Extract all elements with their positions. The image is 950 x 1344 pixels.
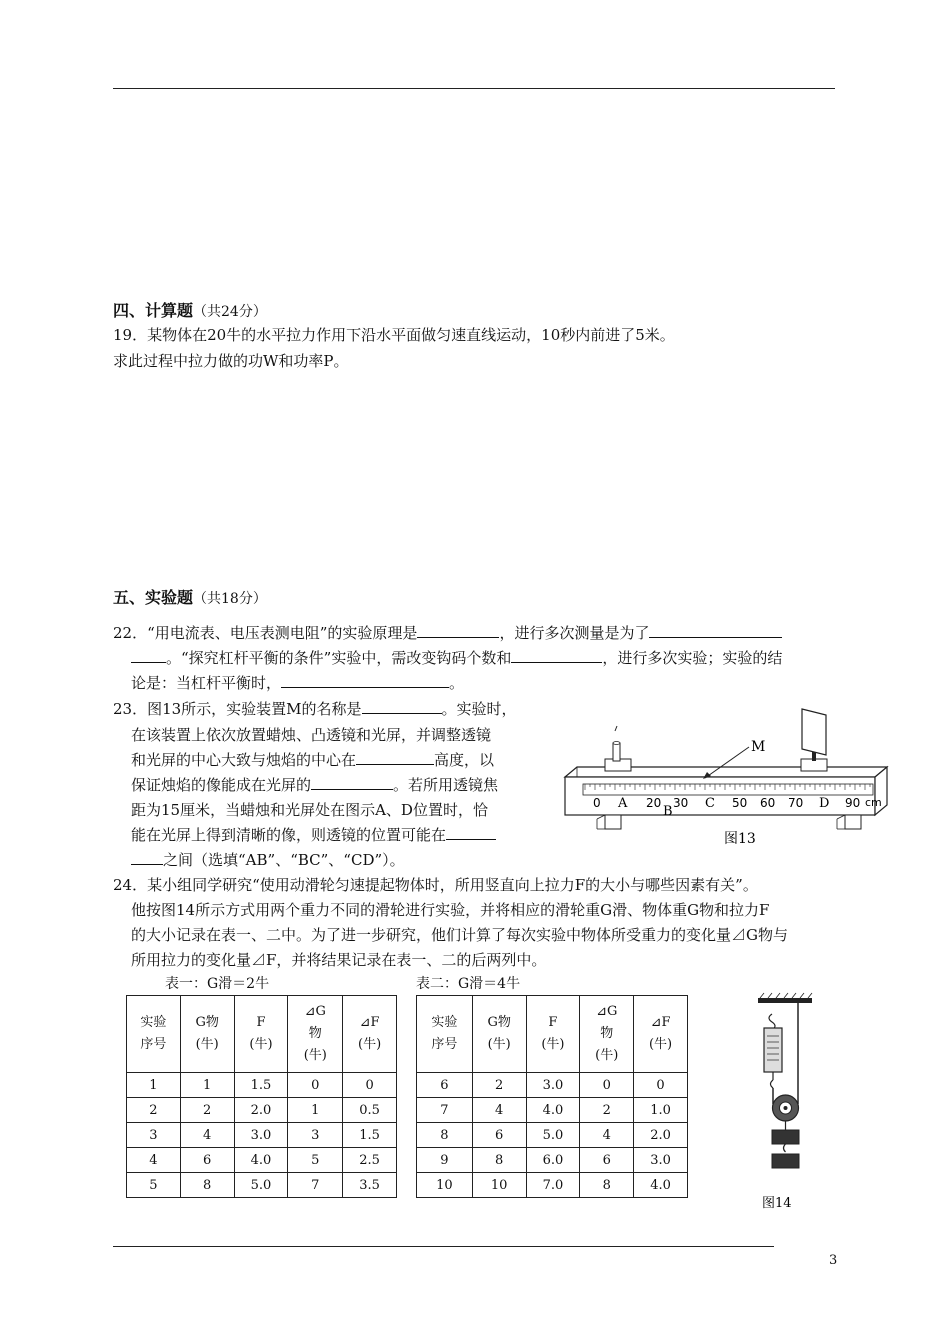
q23-blank-2[interactable] <box>356 748 434 765</box>
q22-blank-3[interactable] <box>511 646 602 663</box>
table-cell: 0 <box>580 1073 634 1098</box>
table-cell: 9 <box>417 1148 473 1173</box>
table-cell: 4 <box>180 1123 234 1148</box>
table-row <box>127 1173 397 1198</box>
table-1 <box>126 995 397 1198</box>
table-header-cell: G物 (牛) <box>180 996 234 1073</box>
table-cell: 4 <box>127 1148 181 1173</box>
ceiling-bar <box>758 998 812 1003</box>
scale-label-60: 60 <box>760 796 776 810</box>
table-cell: 8 <box>580 1173 634 1198</box>
table-cell: 10 <box>472 1173 526 1198</box>
table-cell: 8 <box>417 1123 473 1148</box>
scale-unit-cm: cm <box>865 796 882 809</box>
q22-blank-2-cont[interactable] <box>131 646 166 663</box>
header-rule <box>113 88 835 89</box>
table-cell: 3.0 <box>526 1073 580 1098</box>
table-cell: 2.0 <box>234 1098 288 1123</box>
q24-line-4: 所用拉力的变化量⊿F，并将结果记录在表一、二的后两列中。 <box>131 951 547 969</box>
flame-mark <box>615 726 617 731</box>
table-cell: 2 <box>180 1098 234 1123</box>
scale-label-0: 0 <box>593 796 601 810</box>
section-4-heading: 四、计算题（共24分） <box>113 301 267 320</box>
table-row <box>417 1123 688 1148</box>
table-cell: 3 <box>288 1123 343 1148</box>
figure-13-caption: 图13 <box>724 831 756 847</box>
q23-line-2: 在该装置上依次放置蜡烛、凸透镜和光屏，并调整透镜 <box>131 726 492 744</box>
q23-line-1: 23．图13所示，实验装置M的名称是 。实验时， <box>113 696 517 722</box>
table-header-cell: F (牛) <box>234 996 288 1073</box>
table-cell: 3.5 <box>343 1173 397 1198</box>
table-cell: 0 <box>634 1073 688 1098</box>
table-2-caption: 表二：G滑＝4牛 <box>416 976 521 992</box>
table-cell: 0.5 <box>343 1098 397 1123</box>
q22-line-2: 。“探究杠杆平衡的条件”实验中，需改变钩码个数和 ，进行多次实验；实验的结 <box>131 645 782 671</box>
section-5-heading: 五、实验题（共18分） <box>113 588 267 607</box>
table-cell: 0 <box>288 1073 343 1098</box>
table-cell: 2 <box>127 1098 181 1123</box>
point-a: A <box>618 796 628 811</box>
table-1-caption: 表一：G滑＝2牛 <box>165 976 270 992</box>
table-cell: 1 <box>180 1073 234 1098</box>
q19-line-2: 求此过程中拉力做的功W和功率P。 <box>113 352 349 370</box>
table-cell: 2.5 <box>343 1148 397 1173</box>
figure-14-caption: 图14 <box>762 1196 792 1211</box>
q23-blank-4-cont[interactable] <box>131 848 163 865</box>
q23-blank-1[interactable] <box>362 697 442 714</box>
table-header-row <box>417 996 688 1073</box>
bench-foot-right <box>845 815 861 829</box>
table-header-cell: F (牛) <box>526 996 580 1073</box>
table-cell: 8 <box>180 1173 234 1198</box>
table-cell: 2.0 <box>634 1123 688 1148</box>
weight-1 <box>772 1130 799 1144</box>
table-cell: 4.0 <box>234 1148 288 1173</box>
table-cell: 6 <box>417 1073 473 1098</box>
table-header-cell: ⊿G 物 (牛) <box>288 996 343 1073</box>
q22-line-1: 22．“用电流表、电压表测电阻”的实验原理是 ，进行多次测量是为了 <box>113 620 782 646</box>
table-row <box>127 1148 397 1173</box>
table-header-cell: ⊿F (牛) <box>343 996 397 1073</box>
table-header-cell: 实验 序号 <box>417 996 473 1073</box>
table-cell: 1.5 <box>234 1073 288 1098</box>
page-number: 3 <box>829 1253 838 1268</box>
q23-line-7: 之间（选填“AB”、“BC”、“CD”）。 <box>131 847 405 873</box>
footer-rule <box>113 1246 774 1247</box>
table-cell: 5.0 <box>234 1173 288 1198</box>
label-m: M <box>751 739 766 755</box>
table-row <box>417 1073 688 1098</box>
point-d: D <box>819 796 830 811</box>
scale-label-70: 70 <box>788 796 804 810</box>
table-cell: 6 <box>180 1148 234 1173</box>
table-cell: 5 <box>127 1173 181 1198</box>
table-cell: 6 <box>472 1123 526 1148</box>
table-cell: 4 <box>472 1098 526 1123</box>
candle-top <box>613 742 620 745</box>
table-header-cell: ⊿F (牛) <box>634 996 688 1073</box>
table-row <box>127 1098 397 1123</box>
table-cell: 6.0 <box>526 1148 580 1173</box>
q19-line-1: 19．某物体在20牛的水平拉力作用下沿水平面做匀速直线运动，10秒内前进了5米。 <box>113 326 675 344</box>
point-c: C <box>705 796 715 811</box>
table-cell: 1.5 <box>343 1123 397 1148</box>
q23-line-4: 保证烛焰的像能成在光屏的 。若所用透镜焦 <box>131 772 498 798</box>
point-b: B <box>663 804 673 819</box>
table-row <box>417 1098 688 1123</box>
table-cell: 3.0 <box>634 1148 688 1173</box>
weight-2 <box>772 1154 799 1168</box>
table-cell: 3.0 <box>234 1123 288 1148</box>
q23-line-3: 和光屏的中心大致与烛焰的中心在 高度，以 <box>131 747 494 773</box>
q22-line-3: 论是：当杠杆平衡时， 。 <box>131 670 464 696</box>
q22-blank-2[interactable] <box>649 621 782 638</box>
table-cell: 7 <box>288 1173 343 1198</box>
table-cell: 7 <box>417 1098 473 1123</box>
bench-foot-left <box>605 815 621 829</box>
table-cell: 6 <box>580 1148 634 1173</box>
table-cell: 2 <box>472 1073 526 1098</box>
table-cell: 8 <box>472 1148 526 1173</box>
table-row <box>417 1173 688 1198</box>
table-header-cell: ⊿G 物 (牛) <box>580 996 634 1073</box>
q24-line-2: 他按图14所示方式用两个重力不同的滑轮进行实验，并将相应的滑轮重G滑、物体重G物和拉力F <box>131 901 770 919</box>
q23-blank-4[interactable] <box>446 823 496 840</box>
table-cell: 0 <box>343 1073 397 1098</box>
q23-line-5: 距为15厘米，当蜡烛和光屏处在图示A、D位置时，恰 <box>131 801 488 819</box>
scale-label-90: 90 <box>845 796 861 810</box>
table-cell: 5.0 <box>526 1123 580 1148</box>
table-cell: 7.0 <box>526 1173 580 1198</box>
candle <box>613 743 620 761</box>
table-row <box>417 1148 688 1173</box>
table-cell: 2 <box>580 1098 634 1123</box>
table-row <box>127 1073 397 1098</box>
table-2 <box>416 995 688 1198</box>
table-cell: 4.0 <box>526 1098 580 1123</box>
table-cell: 3 <box>127 1123 181 1148</box>
q22-blank-4[interactable] <box>281 671 449 688</box>
figure-14-pulley <box>742 992 822 1222</box>
table-cell: 10 <box>417 1173 473 1198</box>
spring-scale <box>764 1028 782 1072</box>
scale-label-50: 50 <box>732 796 748 810</box>
scale-bottom-hook <box>771 1080 774 1088</box>
q23-blank-3[interactable] <box>311 773 393 790</box>
q22-blank-1[interactable] <box>417 621 499 638</box>
light-screen <box>802 709 826 755</box>
scale-label-20: 20 <box>646 796 662 810</box>
table-cell: 1 <box>288 1098 343 1123</box>
figure-13-optical-bench <box>555 695 895 865</box>
table-header-cell: 实验 序号 <box>127 996 181 1073</box>
table-row <box>127 1123 397 1148</box>
table-cell: 4.0 <box>634 1173 688 1198</box>
table-cell: 5 <box>288 1148 343 1173</box>
q23-line-6: 能在光屏上得到清晰的像，则透镜的位置可能在 <box>131 822 496 848</box>
table-header-cell: G物 (牛) <box>472 996 526 1073</box>
table-header-row <box>127 996 397 1073</box>
table-cell: 1.0 <box>634 1098 688 1123</box>
q24-line-1: 24．某小组同学研究“使用动滑轮匀速提起物体时，所用竖直向上拉力F的大小与哪些因素有关”。 <box>113 876 758 894</box>
table-cell: 4 <box>580 1123 634 1148</box>
table-cell: 1 <box>127 1073 181 1098</box>
q24-line-3: 的大小记录在表一、二中。为了进一步研究，他们计算了每次实验中物体所受重力的变化量⊿G物与 <box>131 926 788 944</box>
scale-label-30: 30 <box>673 796 689 810</box>
